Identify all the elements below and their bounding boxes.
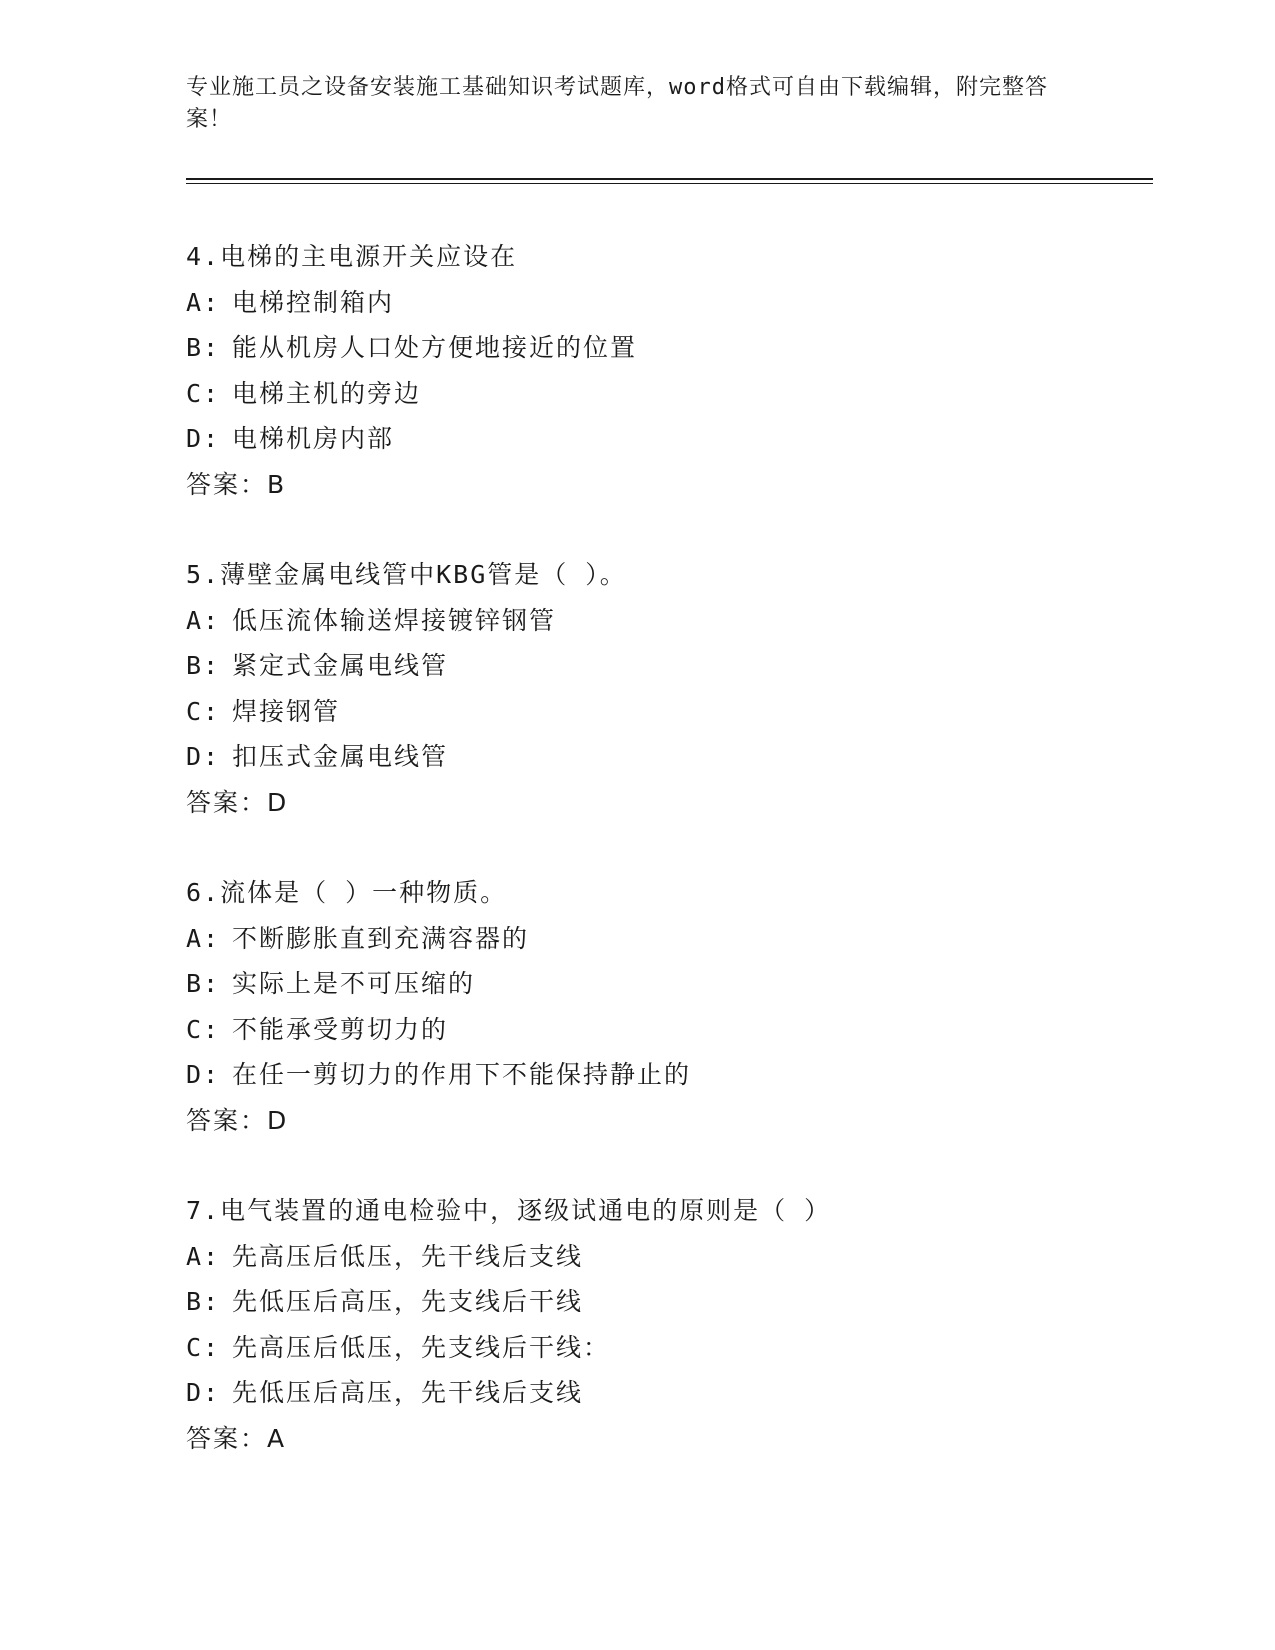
question-stem: 5.薄壁金属电线管中KBG管是（ ）。 bbox=[186, 560, 627, 589]
option-a bbox=[186, 916, 1146, 962]
option-c bbox=[186, 689, 1146, 735]
option-d bbox=[186, 1052, 1146, 1098]
question-list bbox=[186, 234, 1146, 1506]
option-b bbox=[186, 961, 1146, 1007]
option-text: 在任一剪切力的作用下不能保持静止的 bbox=[232, 1060, 692, 1089]
question-item bbox=[186, 1188, 1146, 1461]
option-text: 焊接钢管 bbox=[232, 696, 341, 726]
option-b bbox=[186, 1279, 1146, 1325]
option-key: A: bbox=[186, 605, 221, 635]
option-a bbox=[186, 280, 1146, 326]
question-item bbox=[186, 552, 1146, 825]
question-stem: 4.电梯的主电源开关应设在 bbox=[186, 242, 518, 271]
option-d bbox=[186, 416, 1146, 462]
option-c bbox=[186, 371, 1146, 417]
option-b bbox=[186, 325, 1146, 371]
option-key: D: bbox=[186, 742, 221, 771]
option-a bbox=[186, 1234, 1146, 1280]
option-text: 紧定式金属电线管 bbox=[232, 651, 449, 680]
option-key: C: bbox=[186, 1332, 221, 1362]
option-d bbox=[186, 734, 1146, 780]
question-item bbox=[186, 234, 1146, 507]
option-key: C: bbox=[186, 378, 221, 408]
option-d bbox=[186, 1370, 1146, 1416]
option-text: 实际上是不可压缩的 bbox=[232, 969, 476, 998]
option-text: 扣压式金属电线管 bbox=[232, 742, 449, 771]
option-c bbox=[186, 1007, 1146, 1053]
option-text: 电梯机房内部 bbox=[232, 424, 395, 453]
option-text: 电梯控制箱内 bbox=[232, 287, 395, 317]
option-text: 先高压后低压，先支线后干线： bbox=[232, 1332, 611, 1362]
option-key: B: bbox=[186, 651, 221, 680]
option-key: B: bbox=[186, 333, 221, 362]
option-key: A: bbox=[186, 923, 221, 953]
option-key: D: bbox=[186, 1060, 221, 1089]
header-divider bbox=[186, 178, 1153, 184]
option-text: 不能承受剪切力的 bbox=[232, 1014, 449, 1044]
option-text: 先高压后低压，先干线后支线 bbox=[232, 1241, 584, 1271]
option-text: 先低压后高压，先支线后干线 bbox=[232, 1287, 584, 1316]
answer-line: 答案：D bbox=[186, 787, 289, 817]
answer-line: 答案：B bbox=[186, 469, 287, 499]
answer-line: 答案：D bbox=[186, 1105, 289, 1135]
option-text: 能从机房人口处方便地接近的位置 bbox=[232, 333, 638, 362]
option-text: 低压流体输送焊接镀锌钢管 bbox=[232, 605, 557, 635]
option-text: 先低压后高压，先干线后支线 bbox=[232, 1378, 584, 1407]
option-c bbox=[186, 1325, 1146, 1371]
question-item bbox=[186, 870, 1146, 1143]
option-key: D: bbox=[186, 424, 221, 453]
question-stem: 6.流体是（ ）一种物质。 bbox=[186, 878, 508, 907]
answer-line: 答案：A bbox=[186, 1423, 287, 1453]
option-key: C: bbox=[186, 696, 221, 726]
option-key: D: bbox=[186, 1378, 221, 1407]
option-text: 不断膨胀直到充满容器的 bbox=[232, 923, 530, 953]
option-key: B: bbox=[186, 1287, 221, 1316]
question-stem: 7.电气装置的通电检验中，逐级试通电的原则是（ ） bbox=[186, 1196, 832, 1225]
option-a bbox=[186, 598, 1146, 644]
option-text: 电梯主机的旁边 bbox=[232, 378, 422, 408]
option-key: A: bbox=[186, 287, 221, 317]
option-key: A: bbox=[186, 1241, 221, 1271]
option-key: C: bbox=[186, 1014, 221, 1044]
option-key: B: bbox=[186, 969, 221, 998]
option-b bbox=[186, 643, 1146, 689]
document-header: 专业施工员之设备安装施工基础知识考试题库，word格式可自由下载编辑，附完整答案！ bbox=[186, 75, 1048, 132]
